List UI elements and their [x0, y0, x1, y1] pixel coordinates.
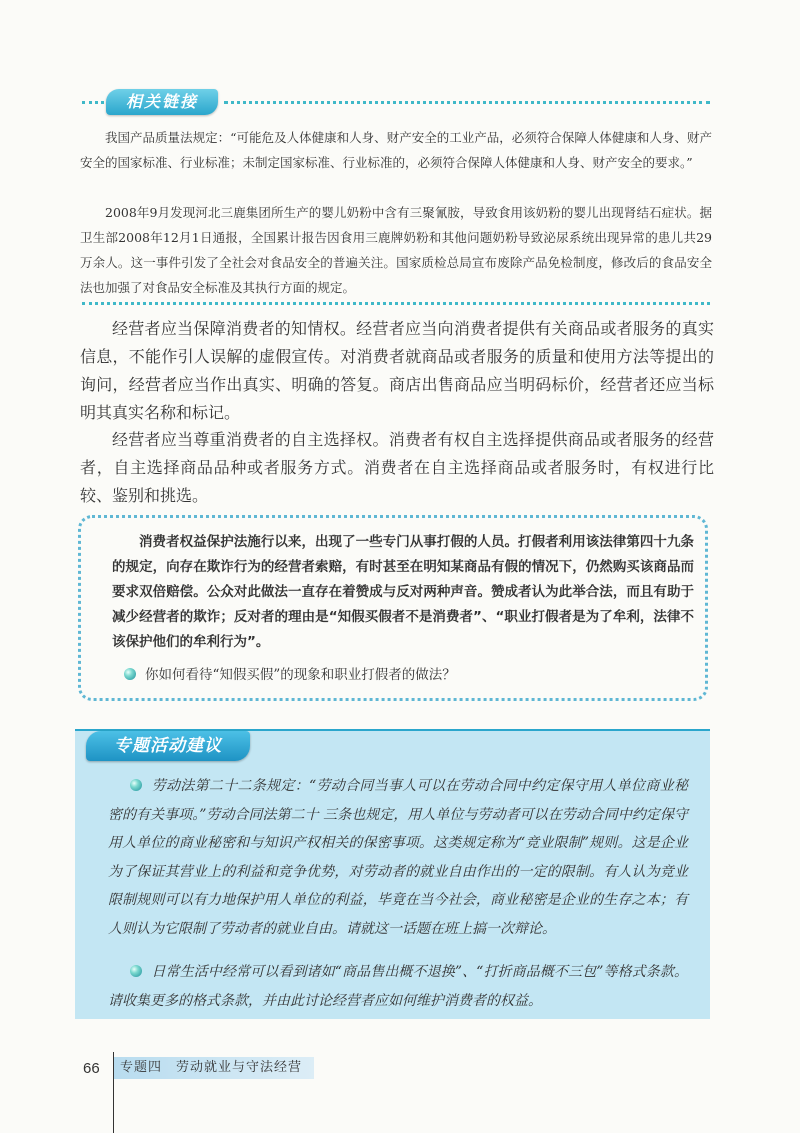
body-para-2: 经营者应当尊重消费者的自主选择权。消费者有权自主选择提供商品或者服务的经营者，自主选择商品品种或者服务方式。消费者在自主选择商品或者服务时，有权进行比较、鉴别和挑选。 [80, 430, 714, 505]
activity-item-2-text: 日常生活中经常可以看到诸如“商品售出概不退换”、“打折商品概不三包”等格式条款。请收集更多的格式条款，并由此讨论经营者应如何维护消费者的权益。 [108, 964, 688, 1009]
bullet-icon [130, 965, 142, 977]
top-dotted-divider-left [82, 101, 104, 104]
case-question-text: 你如何看待“知假买假”的现象和职业打假者的做法？ [145, 667, 456, 683]
activity-item-2 [108, 958, 688, 1015]
related-link-para-1: 我国产品质量法规定：“可能危及人体健康和人身、财产安全的工业产品，必须符合保障人体健康和人身、财产安全的国家标准、行业标准；未制定国家标准、行业标准的，必须符合保障人体健康和人身、财产安全的要求。” [80, 130, 712, 170]
bottom-dotted-divider [82, 302, 710, 305]
activity-item-1-text: 劳动法第二十二条规定：“劳动合同当事人可以在劳动合同中约定保守用人单位商业秘密的有关事项。”劳动合同法第二十 三条也规定，用人单位与劳动者可以在劳动合同中约定保守用人单位的商业秘密和与知识产权相关的保密事项。这类规定称为“竞业限制”规则。这是企业为了保证其营业上的利益和竞争优势，对劳动者的就业自由作出的一定的限制。有人认为竞业限制规则可以有力地保护用人单位的利益，毕竟在当今社会，商业秘密是企业的生存之本；有人则认为它限制了劳动者的就业自由。请就这一话题在班上搞一次辩论。 [108, 778, 688, 937]
case-question [124, 664, 684, 686]
related-link-tag: 相关链接 [106, 89, 218, 115]
top-dotted-divider-right [224, 101, 710, 104]
bullet-icon [124, 668, 136, 680]
page-number: 66 [83, 1060, 100, 1077]
related-link-para-2: 2008年9月发现河北三鹿集团所生产的婴儿奶粉中含有三聚氰胺，导致食用该奶粉的婴儿出现肾结石症状。据卫生部2008年12月1日通报，全国累计报告因食用三鹿牌奶粉和其他问题奶粉导致泌尿系统出现异常的患儿共29万余人。这一事件引发了全社会对食品安全的普遍关注。国家质检总局宣布废除产品免检制度，修改后的食品安全法也加强了对食品安全标准及其执行方面的规定。 [80, 205, 712, 295]
case-text: 消费者权益保护法施行以来，出现了一些专门从事打假的人员。打假者利用该法律第四十九条的规定，向存在欺诈行为的经营者索赔，有时甚至在明知某商品有假的情况下，仍然购买该商品而要求双倍赔偿。公众对此做法一直存在着赞成与反对两种声音。赞成者认为此举合法，而且有助于减少经营者的欺诈；反对者的理由是“知假买假者不是消费者”、“职业打假者是为了牟利，法律不该保护他们的牟利行为”。 [112, 534, 694, 650]
bullet-icon [130, 779, 142, 791]
chapter-title: 专题四 劳动就业与守法经营 [114, 1057, 314, 1079]
activity-tag: 专题活动建议 [86, 731, 250, 761]
body-para-1: 经营者应当保障消费者的知情权。经营者应当向消费者提供有关商品或者服务的真实信息，不能作引人误解的虚假宣传。对消费者就商品或者服务的质量和使用方法等提出的询问，经营者应当作出真实、明确的答复。商店出售商品应当明码标价，经营者还应当标明其真实名称和标记。 [80, 319, 714, 422]
activity-item-1 [108, 772, 688, 943]
